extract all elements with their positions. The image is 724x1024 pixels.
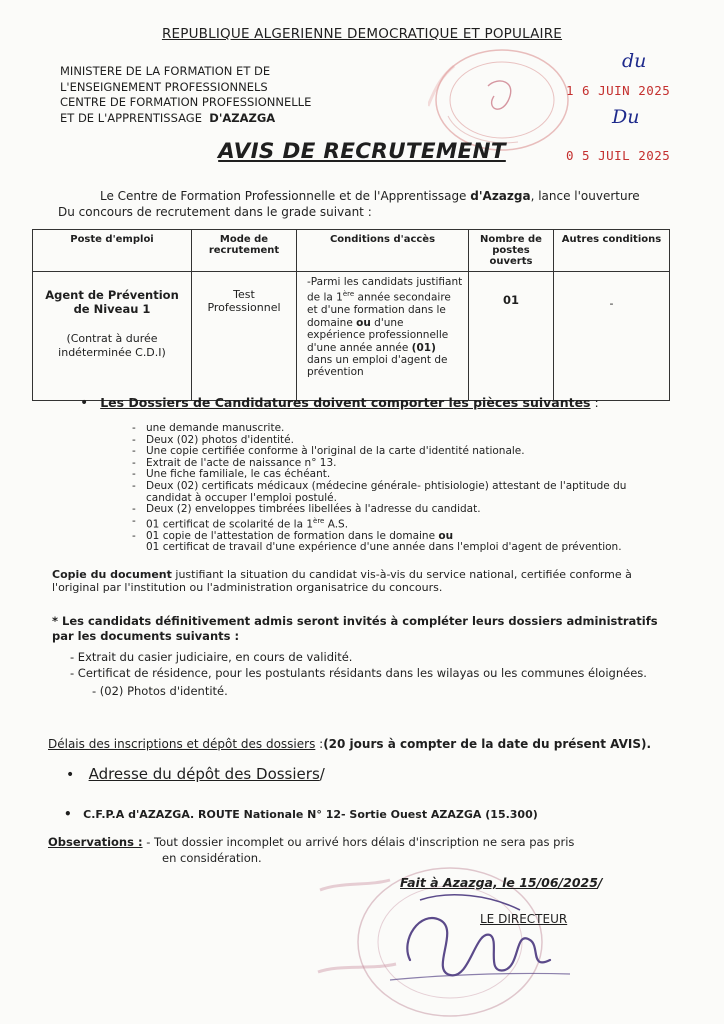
list-item: - Deux (2) enveloppes timbrées libellées à l'adresse du candidat. bbox=[124, 504, 664, 516]
director-signature bbox=[380, 880, 580, 990]
list-item: - une demande manuscrite. bbox=[124, 423, 664, 435]
list-item: - Une copie certifiée conforme à l'original de la carte d'identité nationale. bbox=[124, 446, 664, 458]
table-header-cell: Autres conditions bbox=[554, 230, 670, 272]
stamp-date-received: 1 6 JUIN 2025 bbox=[566, 83, 671, 98]
mode-cell bbox=[192, 272, 297, 401]
count-cell bbox=[469, 272, 554, 401]
conditions-cell bbox=[297, 272, 469, 401]
observations-block: Observations : - Tout dossier incomplet ou arrivé hors délais d'inscription ne sera pas pris en considération. bbox=[48, 835, 575, 865]
list-item: - Extrait de l'acte de naissance n° 13. bbox=[124, 458, 664, 470]
admis-list bbox=[52, 650, 666, 700]
fait-a-line: Fait à Azazga, le 15/06/2025/ bbox=[400, 875, 603, 890]
list-item: - 01 copie de l'attestation de formation dans le domaine ou bbox=[124, 531, 664, 543]
ministry-line-4: ET DE L'APPRENTISSAGE D'AZAZGA bbox=[60, 110, 276, 125]
recruitment-table bbox=[32, 229, 670, 401]
table-header-cell: Nombre de postes ouverts bbox=[469, 230, 554, 272]
table-header-cell: Conditions d'accès bbox=[297, 230, 469, 272]
bullet-icon: • bbox=[64, 807, 72, 821]
dossiers-list bbox=[124, 423, 664, 554]
list-item: - Deux (02) photos d'identité. bbox=[124, 435, 664, 447]
post-contract: (Contrat à durée indéterminée C.D.I) bbox=[58, 332, 166, 359]
republic-header bbox=[0, 26, 724, 42]
admis-paragraph: * Les candidats définitivement admis seront invités à compléter leurs dossiers administratifs par les documents suivants : bbox=[52, 614, 658, 643]
other-cell bbox=[554, 272, 670, 401]
adresse-heading: • Adresse du dépôt des Dossiers/ bbox=[66, 765, 325, 783]
table-header-cell: Poste d'emploi bbox=[33, 230, 192, 272]
positions-count: 01 bbox=[502, 293, 519, 307]
list-item: 01 certificat de travail d'une expérience d'une année dans l'emploi d'agent de prévention. bbox=[146, 541, 622, 554]
copie-paragraph: Copie du document justifiant la situation du candidat vis-à-vis du service national, certifiée conforme à l'original par l'institution ou l'administration organisatrice du concours. bbox=[52, 568, 632, 594]
post-name: Agent de Prévention de Niveau 1 bbox=[45, 288, 179, 316]
intro-line-2: Du concours de recrutement dans le grade suivant : bbox=[58, 205, 372, 219]
table-header-row bbox=[33, 230, 670, 272]
handwritten-du-1: du bbox=[622, 50, 647, 72]
dossiers-heading: • Les Dossiers de Candidatures doivent comporter les pièces suivantes : bbox=[80, 395, 599, 411]
post-cell bbox=[33, 272, 192, 401]
mode-value: Test Professionnel bbox=[207, 288, 281, 314]
stamp-date-extended: 0 5 JUIL 2025 bbox=[566, 148, 671, 163]
adresse-value: • C.F.P.A d'AZAZGA. ROUTE Nationale N° 12- Sortie Ouest AZAZGA (15.300) bbox=[64, 807, 538, 821]
intro-paragraph bbox=[58, 188, 668, 220]
delais-line: Délais des inscriptions et dépôt des dossiers :(20 jours à compter de la date du présent AVIS). bbox=[48, 737, 652, 751]
conditions-text: -Parmi les candidats justifiant de la 1ère année secondaire et d'une formation dans le domaine ou d'une expérience professionnelle d'une année année (01) dans un emploi d'agent de prévention bbox=[307, 276, 463, 379]
handwritten-du-2: Du bbox=[612, 106, 640, 128]
bullet-icon: • bbox=[66, 767, 75, 783]
director-title: LE DIRECTEUR bbox=[480, 912, 568, 926]
page-title: AVIS DE RECRUTEMENT bbox=[218, 139, 506, 164]
ministry-line-3: CENTRE DE FORMATION PROFESSIONNELLE bbox=[60, 95, 312, 109]
other-conditions: - bbox=[609, 297, 614, 310]
ministry-block bbox=[60, 64, 311, 126]
table-row bbox=[33, 272, 670, 401]
observations-label: Observations : bbox=[48, 835, 143, 849]
list-item: - Deux (02) certificats médicaux (médecine générale- phtisiologie) attestant de l'aptitude du candidat à occuper l'emploi postulé. bbox=[124, 481, 664, 504]
intro-line-1: Le Centre de Formation Professionnelle et de l'Apprentissage d'Azazga, lance l'ouverture bbox=[100, 189, 640, 203]
table-header-cell: Mode de recrutement bbox=[192, 230, 297, 272]
bullet-icon: • bbox=[80, 395, 89, 411]
ministry-line-1: MINISTERE DE LA FORMATION ET DE bbox=[60, 64, 271, 78]
list-item: - 01 certificat de scolarité de la 1ère A.S. bbox=[124, 516, 664, 531]
list-item: - (02) Photos d'identité. bbox=[92, 684, 228, 698]
ministry-line-2: L'ENSEIGNEMENT PROFESSIONNELS bbox=[60, 79, 268, 94]
list-item: - Une fiche familiale, le cas échéant. bbox=[124, 469, 664, 481]
list-item: - Certificat de résidence, pour les postulants résidants dans les wilayas ou les communes éloignées. bbox=[70, 665, 647, 680]
republic-title: REPUBLIQUE ALGERIENNE DEMOCRATIQUE ET POPULAIRE bbox=[161, 26, 563, 42]
list-item: - Extrait du casier judiciaire, en cours de validité. bbox=[70, 650, 353, 664]
